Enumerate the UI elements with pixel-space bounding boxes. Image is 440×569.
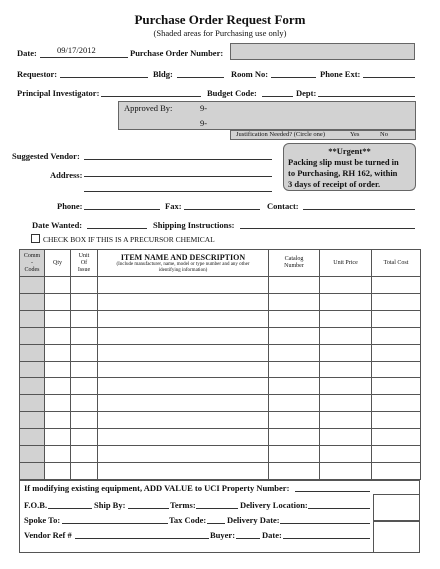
fax-label: Fax: [165,201,182,211]
spoke-to-label: Spoke To: [24,515,61,525]
table-cell[interactable] [98,277,269,294]
table-cell[interactable] [71,310,98,327]
shipping-field[interactable] [240,228,415,229]
table-cell[interactable] [98,462,269,479]
delivery-location-field[interactable] [308,508,370,509]
table-cell[interactable] [20,293,45,310]
table-cell[interactable] [320,378,372,395]
col-item-description [98,250,269,277]
table-cell[interactable] [372,462,421,479]
table-cell[interactable] [269,361,320,378]
table-cell[interactable] [320,344,372,361]
table-cell[interactable] [372,327,421,344]
table-cell[interactable] [372,361,421,378]
phone-ext-label: Phone Ext: [320,69,361,79]
table-row [20,327,421,344]
address-field-1[interactable] [84,176,272,177]
table-cell[interactable] [71,327,98,344]
table-cell[interactable] [98,446,269,463]
vendor-field[interactable] [84,159,272,160]
urgent-line-1: Packing slip must be turned in [288,157,399,167]
fob-field[interactable] [48,508,92,509]
table-cell[interactable] [98,378,269,395]
table-cell[interactable] [20,327,45,344]
ship-by-label: Ship By: [94,500,126,510]
col-unit-price [320,250,372,277]
pi-label: Principal Investigator: [17,88,100,98]
terms-field[interactable] [196,508,238,509]
tax-code-field[interactable] [207,523,225,524]
table-row [20,462,421,479]
vendor-label: Suggested Vendor: [12,151,80,161]
table-cell[interactable] [20,446,45,463]
table-cell[interactable] [372,446,421,463]
terms-label: Terms: [170,500,196,510]
table-cell[interactable] [372,378,421,395]
table-row [20,446,421,463]
table-cell[interactable] [20,412,45,429]
contact-field[interactable] [303,209,415,210]
table-cell[interactable] [372,412,421,429]
urgent-line-3: 3 days of receipt of order. [288,179,381,189]
po-number-field[interactable] [230,43,415,60]
table-cell[interactable] [71,344,98,361]
table-cell[interactable] [372,277,421,294]
table-cell[interactable] [320,412,372,429]
table-cell[interactable] [98,395,269,412]
table-cell[interactable] [20,429,45,446]
table-cell[interactable] [98,429,269,446]
page-title: Purchase Order Request Form [134,12,306,27]
bldg-label: Bldg: [153,69,173,79]
table-cell[interactable] [45,361,71,378]
col-total-cost-text: Total Cost [383,259,409,266]
table-cell[interactable] [71,429,98,446]
table-cell[interactable] [320,277,372,294]
footer-side-box-2 [373,521,420,553]
date-wanted-label: Date Wanted: [32,220,83,230]
address-label: Address: [50,170,83,180]
table-cell[interactable] [98,293,269,310]
footer-side-box-1 [373,494,420,521]
buyer-label: Buyer: [210,530,236,540]
table-cell[interactable] [269,277,320,294]
phone-ext-field[interactable] [363,77,415,78]
table-cell[interactable] [20,395,45,412]
table-cell[interactable] [269,310,320,327]
approval-line-1[interactable]: 9- [200,103,208,113]
col-item-sub-2: identifying information) [158,267,208,273]
col-unit-text-3: Issue [77,266,91,273]
table-cell[interactable] [45,327,71,344]
col-item-title: ITEM NAME AND DESCRIPTION [120,252,246,262]
buyer-field[interactable] [236,538,260,539]
justification-label: Justification Needed? (Circle one) [236,131,325,138]
table-cell[interactable] [45,344,71,361]
date-field[interactable]: 09/17/2012 [57,45,96,55]
table-cell[interactable] [71,277,98,294]
table-cell[interactable] [45,446,71,463]
table-cell[interactable] [372,310,421,327]
justification-no[interactable]: No [380,131,388,138]
table-cell[interactable] [269,462,320,479]
table-cell[interactable] [320,395,372,412]
equipment-label: If modifying existing equipment, ADD VALUE to UCI Property Number: [24,483,290,493]
table-cell[interactable] [98,412,269,429]
date-label: Date: [17,48,37,58]
budget-code-field[interactable] [262,96,293,97]
table-cell[interactable] [372,395,421,412]
dept-label: Dept: [296,88,317,98]
contact-label: Contact: [267,201,299,211]
fob-label: F.O.B. [24,500,48,510]
table-cell[interactable] [320,327,372,344]
table-cell[interactable] [45,429,71,446]
table-cell[interactable] [269,327,320,344]
delivery-location-label: Delivery Location: [240,500,308,510]
precursor-label: CHECK BOX IF THIS IS A PRECURSOR CHEMICAL [43,235,215,244]
table-row [20,277,421,294]
table-cell[interactable] [20,344,45,361]
table-cell[interactable] [71,361,98,378]
table-cell[interactable] [98,361,269,378]
delivery-date-label: Delivery Date: [227,515,280,525]
col-unit-text-1: Unit [78,252,90,259]
table-cell[interactable] [45,412,71,429]
dept-field[interactable] [318,96,415,97]
table-cell[interactable] [45,395,71,412]
tax-code-label: Tax Code: [169,515,207,525]
col-unit-price-text: Unit Price [333,259,358,266]
items-body [20,277,421,480]
spoke-to-field[interactable] [62,523,168,524]
budget-code-label: Budget Code: [207,88,257,98]
table-cell[interactable] [71,378,98,395]
phone-field[interactable] [84,209,160,210]
table-cell[interactable] [320,293,372,310]
table-cell[interactable] [45,277,71,294]
room-label: Room No: [231,69,269,79]
col-unit-text-2: Of [80,259,88,266]
pi-field[interactable] [101,96,201,97]
requestor-label: Requestor: [17,69,58,79]
col-comm-text-2: - [31,259,33,266]
urgent-title: **Urgent** [328,146,371,156]
table-cell[interactable] [269,293,320,310]
table-row [20,344,421,361]
table-row [20,310,421,327]
table-cell[interactable] [269,395,320,412]
table-row [20,293,421,310]
po-number-label: Purchase Order Number: [130,48,224,58]
date-line [40,57,128,58]
table-cell[interactable] [20,361,45,378]
table-row [20,412,421,429]
table-cell[interactable] [71,462,98,479]
delivery-date-field[interactable] [280,523,370,524]
room-field[interactable] [271,77,316,78]
table-cell[interactable] [71,293,98,310]
col-qty-text: Qty [53,259,62,266]
table-cell[interactable] [320,446,372,463]
col-comm-text-3: Codes [24,266,40,273]
equipment-field[interactable] [295,491,370,492]
col-catalog-number [269,250,320,277]
table-row [20,395,421,412]
table-row [20,378,421,395]
fax-field[interactable] [184,209,260,210]
bldg-field[interactable] [177,77,224,78]
col-comm-text-1: Comm [23,252,41,259]
table-cell[interactable] [71,446,98,463]
table-cell[interactable] [320,429,372,446]
requestor-field[interactable] [60,77,148,78]
table-cell[interactable] [320,462,372,479]
col-catalog-text-1: Catalog [284,256,304,262]
col-qty [45,250,71,277]
approved-by-label: Approved By: [124,103,173,113]
col-item-sub-1: (Include manufacturer, name, model or type number and any other [116,261,250,267]
table-cell[interactable] [269,378,320,395]
date-wanted-field[interactable] [87,228,147,229]
table-cell[interactable] [71,395,98,412]
footer-date-field[interactable] [283,538,370,539]
col-unit-of-issue [71,250,98,277]
table-cell[interactable] [45,310,71,327]
approval-line-2[interactable]: 9- [200,118,208,128]
col-comm-codes [20,250,45,277]
table-cell[interactable] [98,327,269,344]
precursor-checkbox[interactable] [31,234,40,243]
table-cell[interactable] [372,429,421,446]
table-cell[interactable] [98,344,269,361]
table-cell[interactable] [320,310,372,327]
table-cell[interactable] [45,378,71,395]
vendor-ref-label: Vendor Ref # [24,530,72,540]
table-cell[interactable] [269,344,320,361]
table-cell[interactable] [372,293,421,310]
table-cell[interactable] [320,361,372,378]
table-cell[interactable] [20,462,45,479]
justification-yes[interactable]: Yes [350,131,360,138]
table-row [20,429,421,446]
table-cell[interactable] [71,412,98,429]
ship-by-field[interactable] [128,508,169,509]
table-cell[interactable] [20,378,45,395]
table-cell[interactable] [20,277,45,294]
phone-label: Phone: [57,201,83,211]
table-cell[interactable] [45,462,71,479]
table-cell[interactable] [98,310,269,327]
col-total-cost [372,250,421,277]
table-cell[interactable] [269,446,320,463]
table-row [20,361,421,378]
items-table [19,249,421,480]
table-cell[interactable] [372,344,421,361]
vendor-ref-field[interactable] [75,538,209,539]
table-cell[interactable] [269,429,320,446]
table-cell[interactable] [20,310,45,327]
urgent-line-2: to Purchasing, RH 162, within [288,168,398,178]
shipping-label: Shipping Instructions: [153,220,235,230]
page-subtitle: (Shaded areas for Purchasing use only) [153,28,287,38]
footer-date-label: Date: [262,530,282,540]
col-catalog-text-2: Number [284,263,304,269]
table-cell[interactable] [269,412,320,429]
table-cell[interactable] [45,293,71,310]
address-field-2[interactable] [84,191,272,192]
